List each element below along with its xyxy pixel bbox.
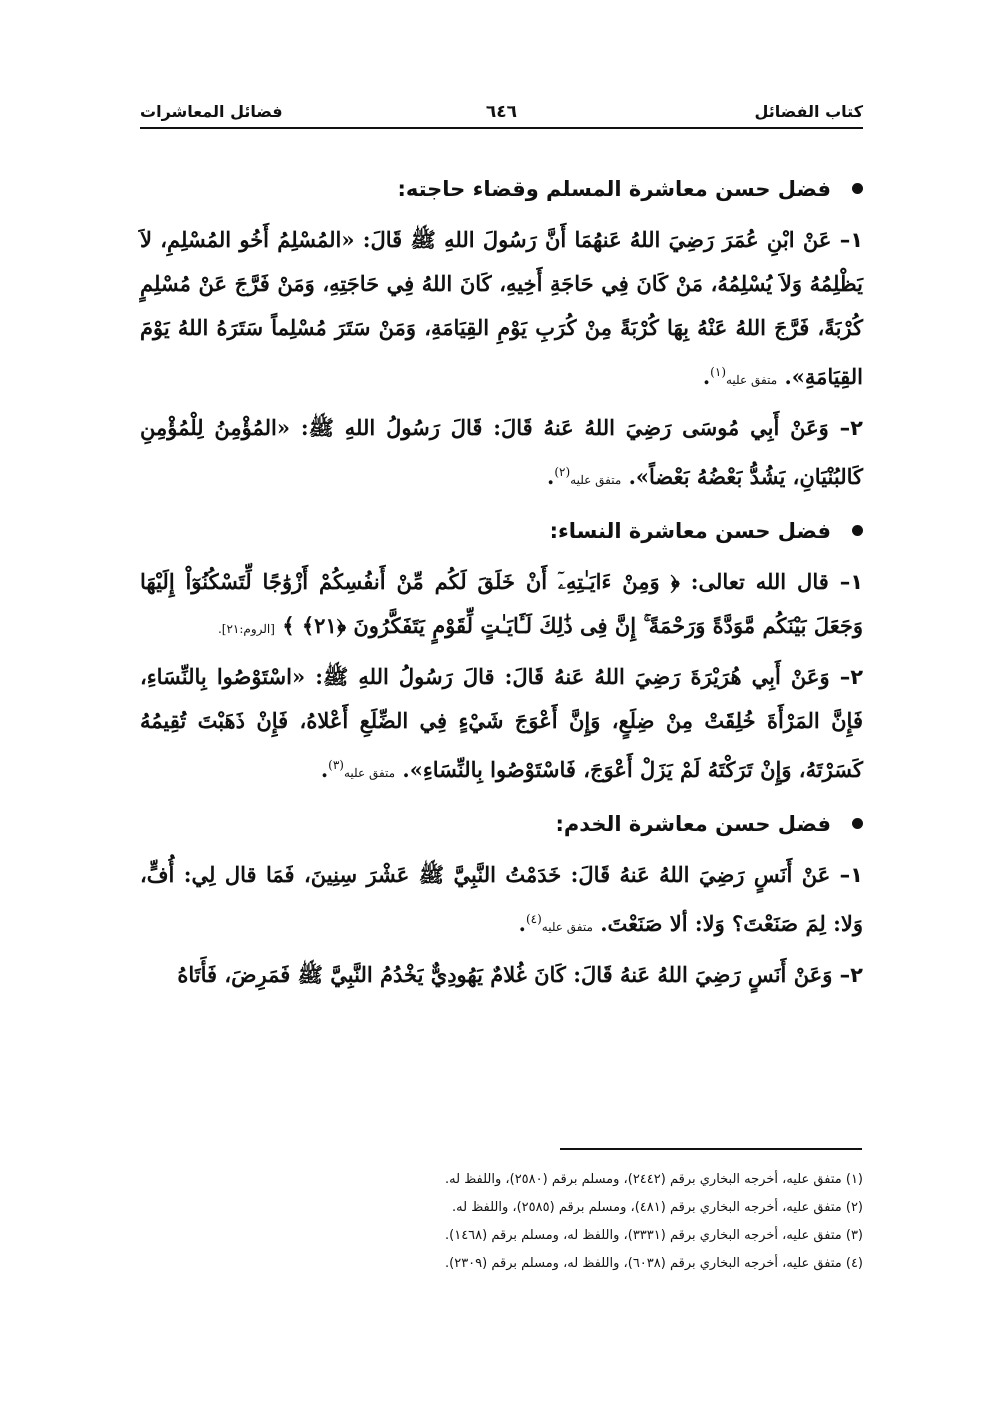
book-title: كتاب الفضائل	[754, 102, 863, 121]
section-heading-text: فضل حسن معاشرة المسلم وقضاء حاجته:	[397, 177, 831, 201]
item-source: متفق عليه	[343, 766, 396, 780]
item-text: وَعَنْ أَبِي هُرَيْرَةَ رَضِيَ اللهُ عَنهُ قَالَ: قالَ رَسُولُ اللهِ ﷺ: «اسْتَوْصُوا بِالنِّسَاءِ، فَإِنَّ المَرْأَةَ خُلِقَتْ مِنْ ضِلَعٍ، وَإِنَّ أَعْوَجَ شَيْءٍ فِي الضِّلَعِ أَعْلاهُ، فَإِنْ ذَهَبْتَ تُقِيمُهُ كَسَرْتَهُ، وَإِنْ تَرَكْتَهُ لَمْ يَزَلْ أَعْوَجَ، فَاسْتَوْصُوا بِالنِّسَاءِ».	[140, 664, 863, 782]
bullet-icon	[852, 525, 863, 536]
item-number: ١–	[839, 228, 864, 252]
section-servants	[140, 803, 863, 997]
verse-item	[140, 560, 863, 651]
footnote: (٤) متفق عليه، أخرجه البخاري برقم (٦٠٣٨)، واللفظ له، ومسلم برقم (٢٣٠٩).	[445, 1256, 863, 1271]
item-number: ٢–	[839, 416, 863, 440]
hadith-item: ١– عَنْ أَنَسٍ رَضِيَ اللهُ عَنهُ قَالَ: خَدَمْتُ النَّبِيَّ ﷺ عَشْرَ سِنِينَ، فَمَا قال لِي: أُفٍّ، وَلا: لِمَ صَنَعْتَ؟ وَلا: ألا صَنَعْتَ. متفق عليه$^{(٤)}$.	[140, 862, 863, 936]
hadith-item: ٢– وَعَنْ أَبِي مُوسَى رَضِيَ اللهُ عَنهُ قَالَ: قَالَ رَسُولُ اللهِ ﷺ: «المُؤْمِنُ لِلْمُؤْمِنِ كَالبُنْيَانِ، يَشُدُّ بَعْضُهُ بَعْضاً». متفق عليه$^{(٢)}$.	[140, 415, 863, 489]
footnote-ref[interactable]: (٢)	[554, 465, 571, 479]
item-source: متفق عليه	[541, 920, 593, 934]
footnote-ref[interactable]: (١)	[710, 365, 726, 379]
item-number: ١–	[839, 570, 864, 594]
hadith-item: ٢– وَعَنْ أَبِي هُرَيْرَةَ رَضِيَ اللهُ عَنهُ قَالَ: قالَ رَسُولُ اللهِ ﷺ: «اسْتَوْصُوا بِالنِّسَاءِ، فَإِنَّ المَرْأَةَ خُلِقَتْ مِنْ ضِلَعٍ، وَإِنَّ أَعْوَجَ شَيْءٍ فِي الضِّلَعِ أَعْلاهُ، فَإِنْ ذَهَبْتَ تُقِيمُهُ كَسَرْتَهُ، وَإِنْ تَرَكْتَهُ لَمْ يَزَلْ أَعْوَجَ، فَاسْتَوْصُوا بِالنِّسَاءِ». متفق عليه$^{(٣)}$.	[140, 664, 864, 782]
footnote-divider	[560, 1148, 862, 1150]
header-divider	[140, 127, 863, 129]
chapter-title: فضائل المعاشرات	[140, 102, 283, 121]
page-header	[140, 96, 863, 126]
hadith-item: ١– عَنْ ابْنِ عُمَرَ رَضِيَ اللهُ عَنهُمَا أَنَّ رَسُولَ اللهِ ﷺ قَالَ: «المُسْلِمُ أَخُو المُسْلِمِ، لاَ يَظْلِمُهُ وَلاَ يُسْلِمُهُ، مَنْ كَانَ فِي حَاجَةِ أَخِيهِ، كَانَ اللهُ فِي حَاجَتِهِ، وَمَنْ فَرَّجَ عَنْ مُسْلِمٍ كُرْبَةً، فَرَّجَ اللهُ عَنْهُ بِهَا كُرْبَةً مِنْ كُرَبِ يَوْمِ القِيَامَةِ، وَمَنْ سَتَرَ مُسْلِماً سَتَرَهُ اللهُ يَوْمَ القِيَامَةِ». متفق عليه$^{(١)}$.	[140, 227, 864, 389]
section-heading	[140, 168, 863, 210]
section-women	[140, 510, 863, 795]
footnote: (١) متفق عليه، أخرجه البخاري برقم (٢٤٤٢)، ومسلم برقم (٢٥٨٠)، واللفظ له.	[445, 1172, 863, 1187]
main-content	[140, 160, 863, 1001]
item-number: ٢–	[839, 665, 864, 689]
item-text: عَنْ ابْنِ عُمَرَ رَضِيَ اللهُ عَنهُمَا أَنَّ رَسُولَ اللهِ ﷺ قَالَ: «المُسْلِمُ أَخُو المُسْلِمِ، لاَ يَظْلِمُهُ وَلاَ يُسْلِمُهُ، مَنْ كَانَ فِي حَاجَةِ أَخِيهِ، كَانَ اللهُ فِي حَاجَتِهِ، وَمَنْ فَرَّجَ عَنْ مُسْلِمٍ كُرْبَةً، فَرَّجَ اللهُ عَنْهُ بِهَا كُرْبَةً مِنْ كُرَبِ يَوْمِ القِيَامَةِ، وَمَنْ سَتَرَ مُسْلِماً سَتَرَهُ اللهُ يَوْمَ القِيَامَةِ».	[140, 227, 863, 389]
section-heading	[140, 803, 863, 845]
section-heading-text: فضل حسن معاشرة النساء:	[549, 519, 831, 543]
item-source: متفق عليه	[570, 473, 622, 487]
item-number: ١–	[839, 863, 863, 887]
section-heading	[140, 510, 863, 552]
item-text: وَعَنْ أَنَسٍ رَضِيَ اللهُ عَنهُ قَالَ: كَانَ غُلامٌ يَهُودِيٌّ يَخْدُمُ النَّبِيَّ ﷺ فَمَرِضَ، فَأَتَاهُ	[177, 962, 833, 987]
footnotes	[140, 1166, 863, 1278]
section-heading-text: فضل حسن معاشرة الخدم:	[555, 812, 831, 836]
verse-reference: [الروم:٢١].	[217, 622, 275, 636]
hadith-item	[140, 953, 863, 997]
footnote: (٢) متفق عليه، أخرجه البخاري برقم (٤٨١)، ومسلم برقم (٢٥٨٥)، واللفظ له.	[452, 1200, 863, 1215]
item-source: متفق عليه	[726, 373, 778, 387]
item-text: وَعَنْ أَبِي مُوسَى رَضِيَ اللهُ عَنهُ قَالَ: قَالَ رَسُولُ اللهِ ﷺ: «المُؤْمِنُ لِلْمُؤْمِنِ كَالبُنْيَانِ، يَشُدُّ بَعْضُهُ بَعْضاً».	[140, 415, 863, 489]
item-number: ٢–	[839, 963, 863, 987]
page-number: ٦٤٦	[485, 102, 518, 122]
footnote-ref[interactable]: (٣)	[328, 758, 344, 772]
item-text: عَنْ أَنَسٍ رَضِيَ اللهُ عَنهُ قَالَ: خَدَمْتُ النَّبِيَّ ﷺ عَشْرَ سِنِينَ، فَمَا قال لِي: أُفٍّ، وَلا: لِمَ صَنَعْتَ؟ وَلا: ألا صَنَعْتَ.	[140, 862, 863, 936]
item-text: قال الله تعالى: ﴿ وَمِنْ ءَايَـٰتِهِۦٓ أَنْ خَلَقَ لَكُم مِّنْ أَنفُسِكُمْ أَزْوَٰجًا لِّتَسْكُنُوٓاْ إِلَيْهَا وَجَعَلَ بَيْنَكُم مَّوَدَّةً وَرَحْمَةً ۚ إِنَّ فِى ذَٰلِكَ لَـَٔايَـٰتٍ لِّقَوْمٍ يَتَفَكَّرُونَ ﴿٢١﴾ ﴾	[140, 569, 863, 638]
footnote: (٣) متفق عليه، أخرجه البخاري برقم (٣٣٣١)، واللفظ له، ومسلم برقم (١٤٦٨).	[445, 1228, 863, 1243]
bullet-icon	[852, 183, 863, 194]
section-muslim	[140, 168, 863, 502]
bullet-icon	[852, 818, 863, 829]
footnote-ref[interactable]: (٤)	[525, 912, 542, 926]
